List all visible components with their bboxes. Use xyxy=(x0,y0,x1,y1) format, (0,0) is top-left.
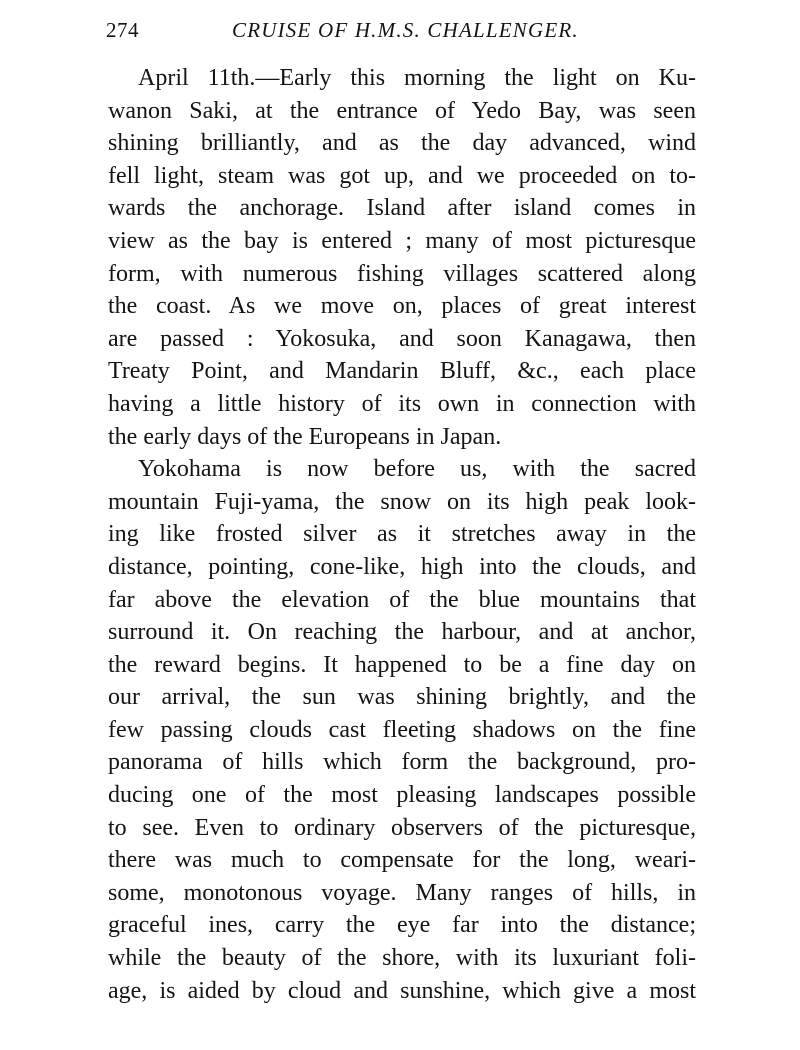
text-line: view as the bay is entered ; many of most picturesque xyxy=(108,227,696,254)
text-line: while the beauty of the shore, with its luxuriant foli- xyxy=(108,945,696,972)
text-line: far above the elevation of the blue mountains that xyxy=(108,586,696,613)
text-line: to see. Even to ordinary observers of the picturesque, xyxy=(108,814,696,841)
text-line: panorama of hills which form the background, pro- xyxy=(108,749,696,776)
text-line: surround it. On reaching the harbour, and at anchor, xyxy=(108,619,696,646)
text-line: graceful ines, carry the eye far into the distance; xyxy=(108,912,696,939)
text-line: distance, pointing, cone-like, high into the clouds, and xyxy=(108,553,696,580)
text-line: form, with numerous fishing villages scattered along xyxy=(108,260,696,287)
text-line: the coast. As we move on, places of great interest xyxy=(108,293,696,320)
text-line: Yokohama is now before us, with the sacred xyxy=(138,456,696,483)
text-line: the early days of the Europeans in Japan. xyxy=(108,423,502,450)
text-line: some, monotonous voyage. Many ranges of hills, in xyxy=(108,879,696,906)
text-line: April 11th.—Early this morning the light on Ku- xyxy=(138,65,696,91)
body-text xyxy=(108,62,696,1007)
running-head: CRUISE OF H.M.S. CHALLENGER. xyxy=(232,18,579,42)
text-line: there was much to compensate for the long, weari- xyxy=(108,847,696,874)
text-line: Treaty Point, and Mandarin Bluff, &c., each place xyxy=(108,358,696,385)
text-line: few passing clouds cast fleeting shadows on the fine xyxy=(108,716,696,743)
text-line: our arrival, the sun was shining brightly, and the xyxy=(108,684,696,711)
page-number: 274 xyxy=(106,18,139,42)
text-line: age, is aided by cloud and sunshine, which give a most xyxy=(108,977,696,1004)
text-line: shining brilliantly, and as the day advanced, wind xyxy=(108,130,696,157)
text-line: ing like frosted silver as it stretches away in the xyxy=(108,521,696,548)
text-line: mountain Fuji-yama, the snow on its high peak look- xyxy=(108,488,696,515)
text-line: the reward begins. It happened to be a fine day on xyxy=(108,651,696,678)
text-line: ducing one of the most pleasing landscapes possible xyxy=(108,782,696,809)
text-line: fell light, steam was got up, and we proceeded on to- xyxy=(108,162,696,189)
text-line: wards the anchorage. Island after island comes in xyxy=(108,195,696,222)
text-line: wanon Saki, at the entrance of Yedo Bay, was seen xyxy=(108,97,696,124)
text-line: are passed : Yokosuka, and soon Kanagawa, then xyxy=(108,325,696,352)
text-line: having a little history of its own in connection with xyxy=(108,390,696,417)
page-header xyxy=(100,18,700,52)
